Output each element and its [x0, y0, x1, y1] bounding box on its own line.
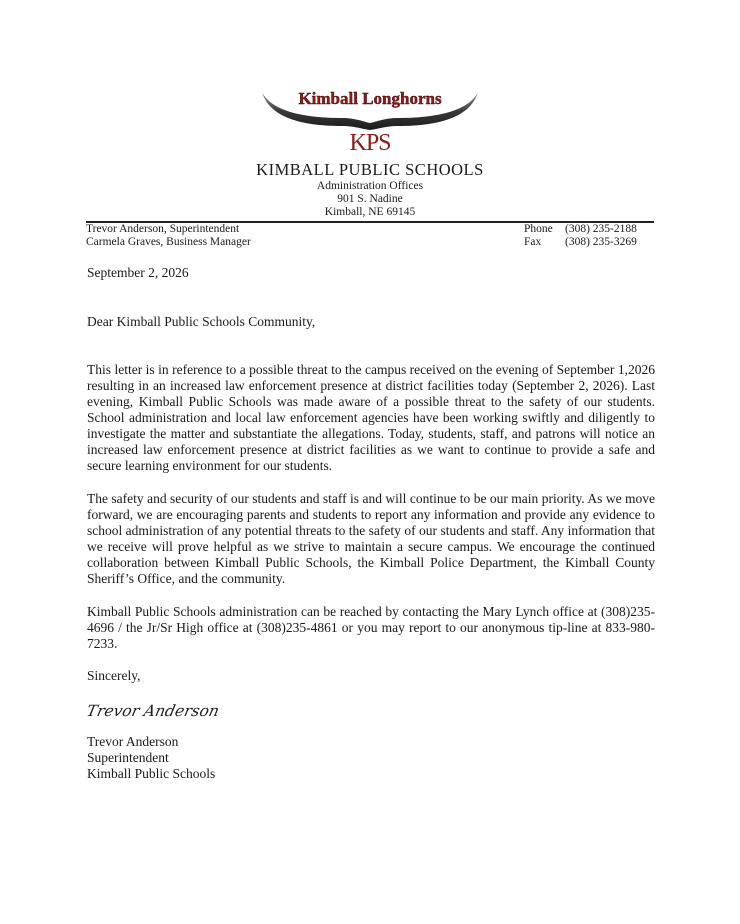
school-name: KIMBALL PUBLIC SCHOOLS [256, 160, 484, 179]
superintendent-line: Trevor Anderson, Superintendent [86, 223, 240, 235]
phone-label: Phone [524, 223, 553, 235]
phone-number: (308) 235-2188 [565, 223, 637, 235]
street-address: 901 S. Nadine [337, 193, 403, 205]
business-manager-line: Carmela Graves, Business Manager [86, 236, 251, 248]
fax-number: (308) 235-3269 [565, 236, 637, 248]
handwritten-signature [84, 696, 244, 726]
signer-organization: Kimball Public Schools [87, 766, 216, 781]
logo-text: Kimball Longhorns [298, 89, 442, 108]
logo-monogram: KPS [349, 130, 391, 156]
letter-date: September 2, 2026 [87, 265, 189, 280]
salutation: Dear Kimball Public Schools Community, [87, 314, 316, 329]
fax-line [524, 236, 637, 248]
closing: Sincerely, [87, 668, 141, 683]
signer-title: Superintendent [87, 750, 169, 765]
body-paragraph-2: The safety and security of our students and staff is and will continue to be our main priority. As we move forward, we are encouraging parents and students to report any information and provide any evidence to school administration of any potential threats to the safety of our students and staff. Any information that we receive will prove helpful as we strive to maintain a secure campus. We encourage the continued collaboration between Kimball Public Schools, the Kimball Police Department, the Kimball County Sheriff’s Office, and the community. [87, 491, 655, 586]
city-state-zip: Kimball, NE 69145 [324, 206, 416, 218]
kimball-longhorns-logo [258, 82, 482, 162]
office-name: Administration Offices [316, 180, 424, 192]
body-paragraph-1: This letter is in reference to a possible threat to the campus received on the evening of September 1,2026 resulting in an increased law enforcement presence at district facilities today (September 2, 2026). Last evening, Kimball Public Schools was made aware of a possible threat to the safety of our students. School administration and local law enforcement agencies have been working swiftly and diligently to investigate the matter and substantiate the allegations. Today, students, staff, and patrons will notice an increased law enforcement presence at district facilities as we want to continue to provide a safe and secure learning environment for our students. [87, 362, 655, 473]
signature-text: Trevor Anderson [84, 701, 222, 720]
fax-label: Fax [524, 236, 542, 248]
signer-name: Trevor Anderson [87, 734, 179, 749]
phone-line [524, 223, 637, 235]
body-paragraph-3: Kimball Public Schools administration can be reached by contacting the Mary Lynch office at (308)235-4696 / the Jr/Sr High office at (308)235-4861 or you may report to our anonymous tip-line at 833-980-7233. [87, 604, 655, 651]
